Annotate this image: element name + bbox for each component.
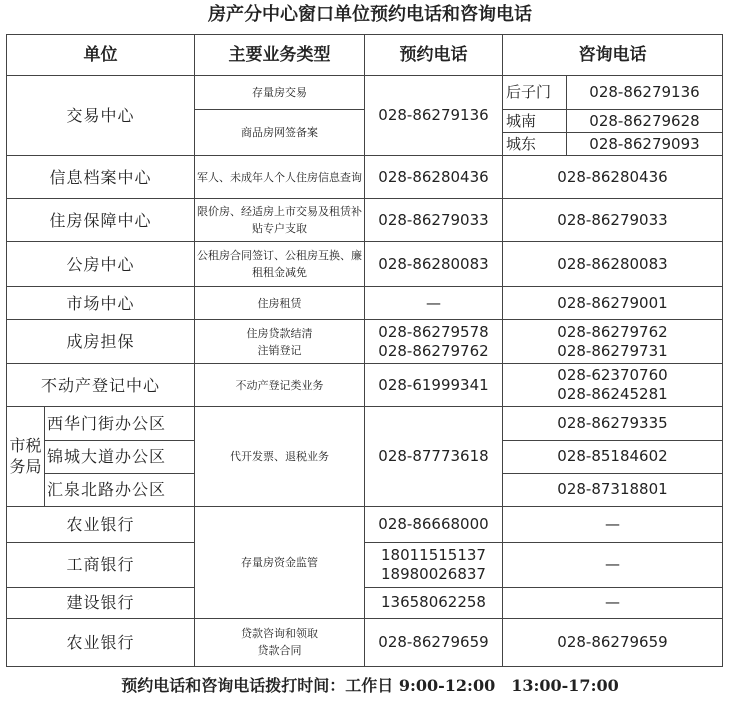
- business-cell: 军人、未成年人个人住房信息查询: [195, 156, 365, 199]
- consult-line: 028-62370760: [557, 366, 668, 384]
- footer-afternoon: 13:00-17:00: [511, 676, 619, 695]
- table-row: [7, 542, 723, 587]
- tax-bureau-label: 市税务局: [7, 406, 45, 506]
- unit-cell: 农业银行: [7, 618, 195, 666]
- booking-phone: 028-86280083: [365, 242, 503, 287]
- consult-label: 后子门: [503, 76, 567, 110]
- consult-phone: 028-87318801: [503, 473, 723, 506]
- business-line: 注销登记: [257, 343, 302, 357]
- header-row: [7, 35, 723, 76]
- consult-phone: 028-86279093: [567, 133, 723, 156]
- booking-phone: 028-86279659: [365, 618, 503, 666]
- consult-label: 城东: [503, 133, 567, 156]
- header-booking: 预约电话: [365, 35, 503, 76]
- unit-cell: 建设银行: [7, 587, 195, 618]
- booking-phone: 028-86668000: [365, 506, 503, 542]
- business-cell: [195, 320, 365, 364]
- consult-line: 028-86279731: [557, 341, 668, 360]
- header-business: 主要业务类型: [195, 35, 365, 76]
- unit-cell: 住房保障中心: [7, 199, 195, 242]
- consult-phone: [503, 364, 723, 406]
- consult-phone: [503, 320, 723, 364]
- booking-phone: 028-86280436: [365, 156, 503, 199]
- unit-cell: 信息档案中心: [7, 156, 195, 199]
- consult-line: 028-86279762: [557, 322, 668, 341]
- contact-table: [6, 34, 723, 667]
- header-unit: 单位: [7, 35, 195, 76]
- booking-phone: [365, 320, 503, 364]
- footer-text: 预约电话和咨询电话拨打时间：工作日 9:00-12:00: [121, 676, 496, 695]
- header-consult: 咨询电话: [503, 35, 723, 76]
- booking-line: 18011515137: [381, 545, 486, 564]
- consult-phone: 028-86279001: [503, 287, 723, 320]
- footer-hours: [0, 672, 740, 702]
- business-line: 贷款咨询和领取: [241, 627, 318, 641]
- business-cell: 不动产登记类业务: [195, 364, 365, 406]
- business-cell: 存量房资金监管: [195, 506, 365, 618]
- consult-phone: 028-85184602: [503, 440, 723, 473]
- booking-line: 028-86279578: [378, 322, 489, 341]
- business-cell: 存量房交易: [195, 76, 365, 110]
- consult-phone: 028-86280436: [503, 156, 723, 199]
- consult-phone: —: [503, 587, 723, 618]
- unit-cell: 成房担保: [7, 320, 195, 364]
- business-cell: 代开发票、退税业务: [195, 406, 365, 506]
- booking-line: 028-86279762: [378, 341, 489, 360]
- consult-phone: 028-86279628: [567, 110, 723, 133]
- consult-label: 城南: [503, 110, 567, 133]
- consult-phone: 028-86280083: [503, 242, 723, 287]
- tax-office-name: 汇泉北路办公区: [45, 473, 195, 506]
- booking-phone: 028-87773618: [365, 406, 503, 506]
- unit-cell: 交易中心: [7, 76, 195, 156]
- business-cell: 住房租赁: [195, 287, 365, 320]
- unit-cell: 公房中心: [7, 242, 195, 287]
- consult-phone: 028-86279335: [503, 406, 723, 440]
- business-cell: [195, 618, 365, 666]
- consult-phone: —: [503, 542, 723, 587]
- unit-cell: 不动产登记中心: [7, 364, 195, 406]
- business-cell: 限价房、经适房上市交易及租赁补贴专户支取: [195, 199, 365, 242]
- unit-cell: 农业银行: [7, 506, 195, 542]
- unit-cell: 市场中心: [7, 287, 195, 320]
- business-cell: 公租房合同签订、公租房互换、廉租租金减免: [195, 242, 365, 287]
- table-row: [7, 364, 723, 406]
- booking-phone: 028-61999341: [365, 364, 503, 406]
- tax-office-name: 西华门街办公区: [45, 406, 195, 440]
- booking-phone: —: [365, 287, 503, 320]
- table-row: [7, 587, 723, 618]
- tax-office-name: 锦城大道办公区: [45, 440, 195, 473]
- booking-line: 18980026837: [381, 564, 486, 583]
- unit-cell: 工商银行: [7, 542, 195, 587]
- consult-phone: 028-86279659: [503, 618, 723, 666]
- table-row: [7, 156, 723, 199]
- consult-line: 028-86245281: [557, 385, 668, 403]
- booking-phone: 028-86279033: [365, 199, 503, 242]
- table-row: [7, 76, 723, 110]
- table-row: [7, 506, 723, 542]
- table-row: [7, 320, 723, 364]
- table-row: [7, 618, 723, 666]
- table-row: [7, 287, 723, 320]
- consult-phone: 028-86279033: [503, 199, 723, 242]
- business-line: 住房贷款结清: [246, 326, 313, 340]
- business-line: 贷款合同: [257, 644, 302, 658]
- table-row: [7, 199, 723, 242]
- consult-phone: —: [503, 506, 723, 542]
- table-row: [7, 406, 723, 440]
- booking-phone: 028-86279136: [365, 76, 503, 156]
- booking-phone: [365, 542, 503, 587]
- consult-phone: 028-86279136: [567, 76, 723, 110]
- table-row: [7, 242, 723, 287]
- booking-phone: 13658062258: [365, 587, 503, 618]
- business-cell: 商品房网签备案: [195, 110, 365, 156]
- page-title: 房产分中心窗口单位预约电话和咨询电话: [208, 4, 532, 25]
